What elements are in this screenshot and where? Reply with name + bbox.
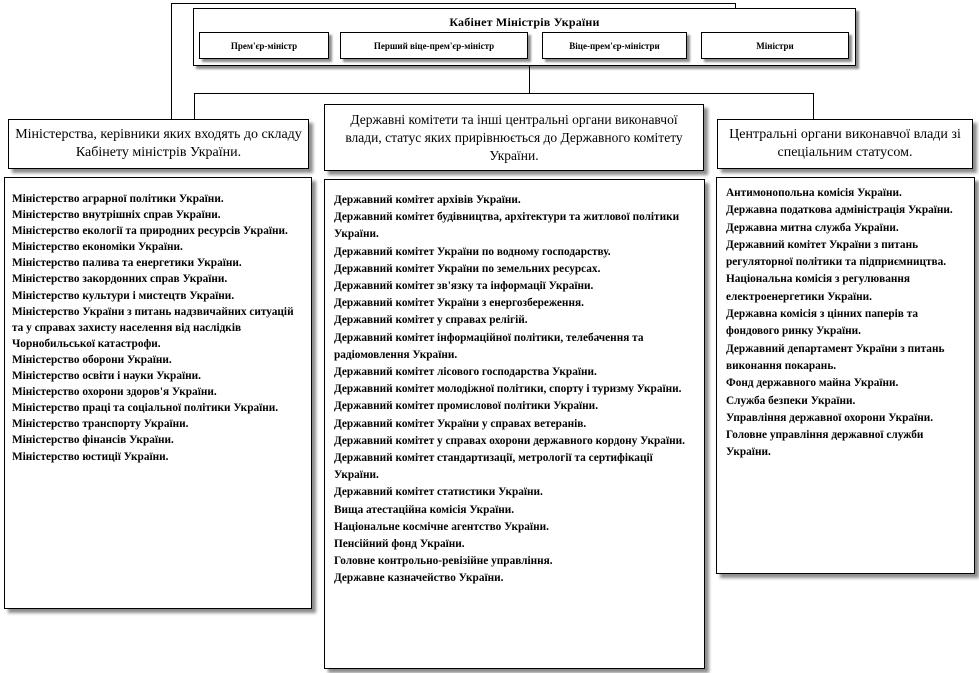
list-item: Державний комітет України по земельних ресурсах. [334, 262, 601, 275]
list-item: Державний комітет зв'язку та інформації України. [334, 280, 594, 293]
special-status-list [726, 185, 969, 462]
list-item: Державне казначейство України. [334, 572, 504, 585]
list-item: Державний комітет промислової політики України. [334, 400, 599, 413]
list-item: Державна комісія з цінних паперів та фондового ринку України. [726, 308, 919, 338]
member-prime-minister: Прем'єр-міністр [199, 32, 329, 59]
ministries-heading [8, 119, 309, 169]
list-item: Міністерство охорони здоров'я України. [12, 386, 217, 399]
list-item: Державний комітет у справах релігій. [334, 314, 528, 327]
list-item: Міністерство аграрної політики України. [12, 193, 224, 205]
list-item: Державна митна служба України. [726, 221, 899, 234]
member-ministers: Міністри [701, 32, 849, 59]
list-item: Головне управління державної служби України. [726, 429, 924, 459]
list-item: Державна податкова адміністрація України. [726, 204, 953, 217]
committees-list-box [324, 179, 705, 669]
list-item: Служба безпеки України. [726, 394, 856, 407]
list-item: Міністерство палива та енергетики України. [12, 257, 242, 270]
list-item: Державний комітет молодіжної політики, спорту і туризму України. [334, 383, 682, 396]
list-item: Міністерство оборони України. [12, 353, 172, 366]
list-item: Державний комітет архівів України. [334, 194, 521, 206]
ministries-heading-text: Міністерства, керівники яких входять до складу Кабінету міністрів України. [15, 127, 302, 160]
committees-list [334, 192, 698, 588]
connector-top-horizontal [171, 3, 735, 4]
list-item: Національна комісія з регулювання електроенергетики України. [726, 273, 911, 303]
list-item: Антимонопольна комісія України. [726, 187, 902, 199]
connector-branch-left [194, 93, 195, 119]
committees-heading-text: Державні комітети та інші центральні органи виконавчої влади, статус яких прирівнюється до Державного комітету України. [345, 111, 683, 163]
list-item: Державний комітет України з енергозбереження. [334, 297, 584, 310]
connector-branch-right [813, 93, 814, 119]
special-status-heading [717, 119, 973, 169]
special-status-heading-text: Центральні органи виконавчої влади зі спеціальним статусом. [729, 127, 961, 160]
ministries-list-box [4, 177, 312, 609]
list-item: Державний комітет стандартизації, метрології та сертифікації України. [334, 452, 653, 482]
list-item: Державний комітет будівництва, архітектури та житлової політики України. [334, 211, 680, 241]
list-item: Державний комітет лісового господарства України. [334, 366, 597, 379]
list-item: Міністерство юстиції України. [12, 450, 169, 463]
member-vice-prime-ministers: Віце-прем'єр-міністри [542, 32, 687, 59]
connector-center-drop [529, 66, 530, 93]
list-item: Міністерство України з питань надзвичайних ситуацій та у справах захисту населення від наслідків Чорнобильської катастрофи. [12, 305, 294, 350]
member-first-vice-prime-minister: Перший віце-прем'єр-міністр [340, 32, 528, 59]
list-item: Фонд державного майна України. [726, 377, 899, 390]
connector-branch-horizontal [194, 93, 814, 94]
list-item: Державний комітет у справах охорони державного кордону України. [334, 434, 685, 447]
connector-left-vertical [171, 3, 172, 119]
list-item: Міністерство закордонних справ України. [12, 273, 228, 286]
list-item: Державний комітет України у справах ветеранів. [334, 417, 587, 430]
list-item: Міністерство освіти і науки України. [12, 370, 201, 383]
list-item: Вища атестаційна комісія України. [334, 503, 515, 516]
list-item: Державний комітет України з питань регуляторної політики та підприємництва. [726, 238, 947, 269]
list-item: Міністерство внутрішніх справ України. [12, 209, 221, 222]
list-item: Міністерство культури і мистецтв України. [12, 289, 235, 302]
list-item: Головне контрольно-ревізійне управління. [334, 555, 553, 568]
list-item: Управління державної охорони України. [726, 411, 934, 424]
list-item: Державний комітет інформаційної політики, телебачення та радіомовлення України. [334, 331, 644, 361]
list-item: Державний департамент України з питань виконання покарань. [726, 342, 945, 372]
list-item: Державний комітет статистики України. [334, 486, 543, 499]
ministries-list [12, 191, 300, 465]
cabinet-title: Кабінет Міністрів України [449, 15, 600, 29]
list-item: Міністерство екології та природних ресурсів України. [12, 225, 288, 238]
list-item: Міністерство фінансів України. [12, 434, 174, 447]
list-item: Міністерство транспорту України. [12, 418, 189, 431]
special-status-list-box [716, 177, 975, 574]
list-item: Національне космічне агентство України. [334, 520, 549, 533]
list-item: Пенсійний фонд України. [334, 538, 465, 551]
list-item: Міністерство економіки України. [12, 241, 183, 254]
committees-heading [324, 104, 704, 171]
list-item: Міністерство праці та соціальної політики України. [12, 402, 279, 415]
list-item: Державний комітет України по водному господарству. [334, 245, 611, 258]
